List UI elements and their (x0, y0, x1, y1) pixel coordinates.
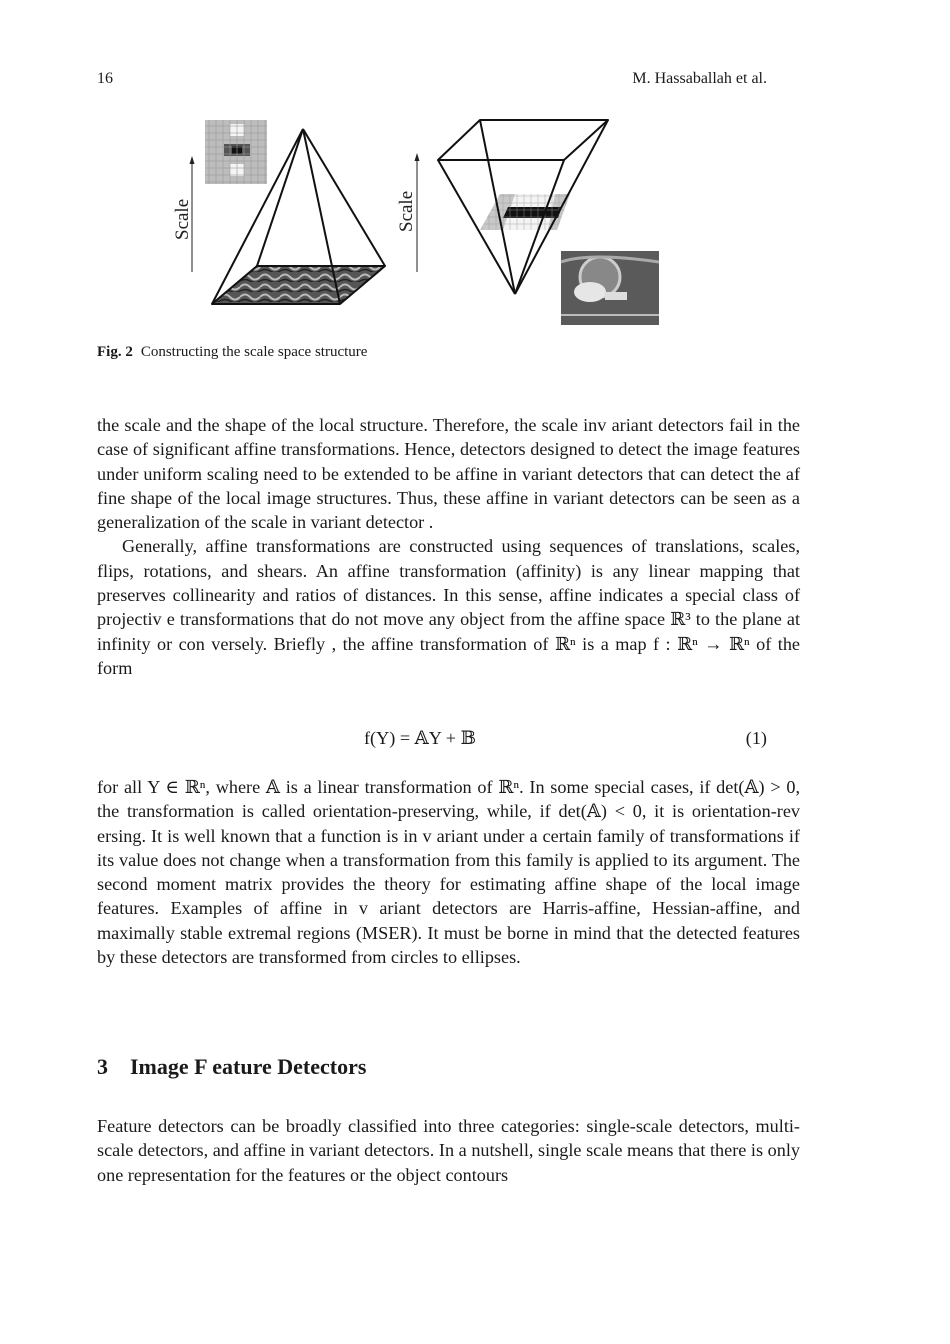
filter-kernel-icon (205, 120, 267, 184)
section-body (97, 1114, 800, 1187)
section-number: 3 (97, 1054, 108, 1079)
right-scale-label: Scale (396, 190, 417, 232)
scale-space-figure (160, 112, 720, 332)
section-title: Image F eature Detectors (130, 1054, 367, 1079)
figure-caption-text: Constructing the scale space structure (140, 344, 368, 360)
equation-number: (1) (745, 728, 767, 748)
figure-label: Fig. 2 (97, 344, 133, 360)
paragraph-4: Feature detectors can be broadly classified into three categories: single-scale detectors, multi-scale detectors, and affine in variant detectors. In a nutshell, single scale means that there is only one representation for the features or the object contours (97, 1116, 800, 1185)
sample-image (561, 251, 659, 325)
equation-body: f(Y) = 𝔸Y + 𝔹 (364, 728, 476, 748)
section-heading (97, 1054, 366, 1080)
paragraph-1: the scale and the shape of the local structure. Therefore, the scale inv ariant detectors fail in the case of significant affine transformations. Hence, detectors designed to detect the image features under uniform scaling need to be extended to be affine in variant detectors that can detect the af fine shape of the local image structures. Thus, these affine in variant detectors can be seen as a generalization of the scale in variant detector . (97, 415, 800, 533)
page-number: 16 (97, 70, 113, 87)
figure-caption (97, 344, 367, 361)
filter-slice-icon (480, 194, 570, 230)
running-head: M. Hassaballah et al. (632, 70, 767, 87)
paragraph-2: Generally, affine transformations are constructed using sequences of translations, scales, flips, rotations, and shears. An affine transformation (affinity) is any linear mapping that preserves collinearity and ratios of distances. In this sense, affine indicates a special class of projectiv e transformations that do not move any object from the affine space ℝ³ to the plane at infinity or con versely. Briefly , the affine transformation of ℝⁿ is a map f : ℝⁿ → ℝⁿ of the form (97, 536, 800, 678)
body-paragraph-after-equation (97, 775, 800, 969)
left-scale-label: Scale (172, 198, 193, 240)
paragraph-3: for all Y ∈ ℝⁿ, where 𝔸 is a linear transformation of ℝⁿ. In some special cases, if det(𝔸) > 0, the transformation is called orientation-preserving, while, if det(𝔸) < 0, it is orientation-rev ersing. It is well known that a function is in v ariant under a certain family of transformations if its value does not change when a transformation from this family is applied to its argument. The second moment matrix provides the theory for estimating affine shape of the local image features. Examples of affine in v ariant detectors are Harris-affine, Hessian-affine, and maximally stable extremal regions (MSER). It must be borne in mind that the detected features by these detectors are transformed from circles to ellipses. (97, 777, 800, 968)
body-paragraphs (97, 413, 800, 680)
